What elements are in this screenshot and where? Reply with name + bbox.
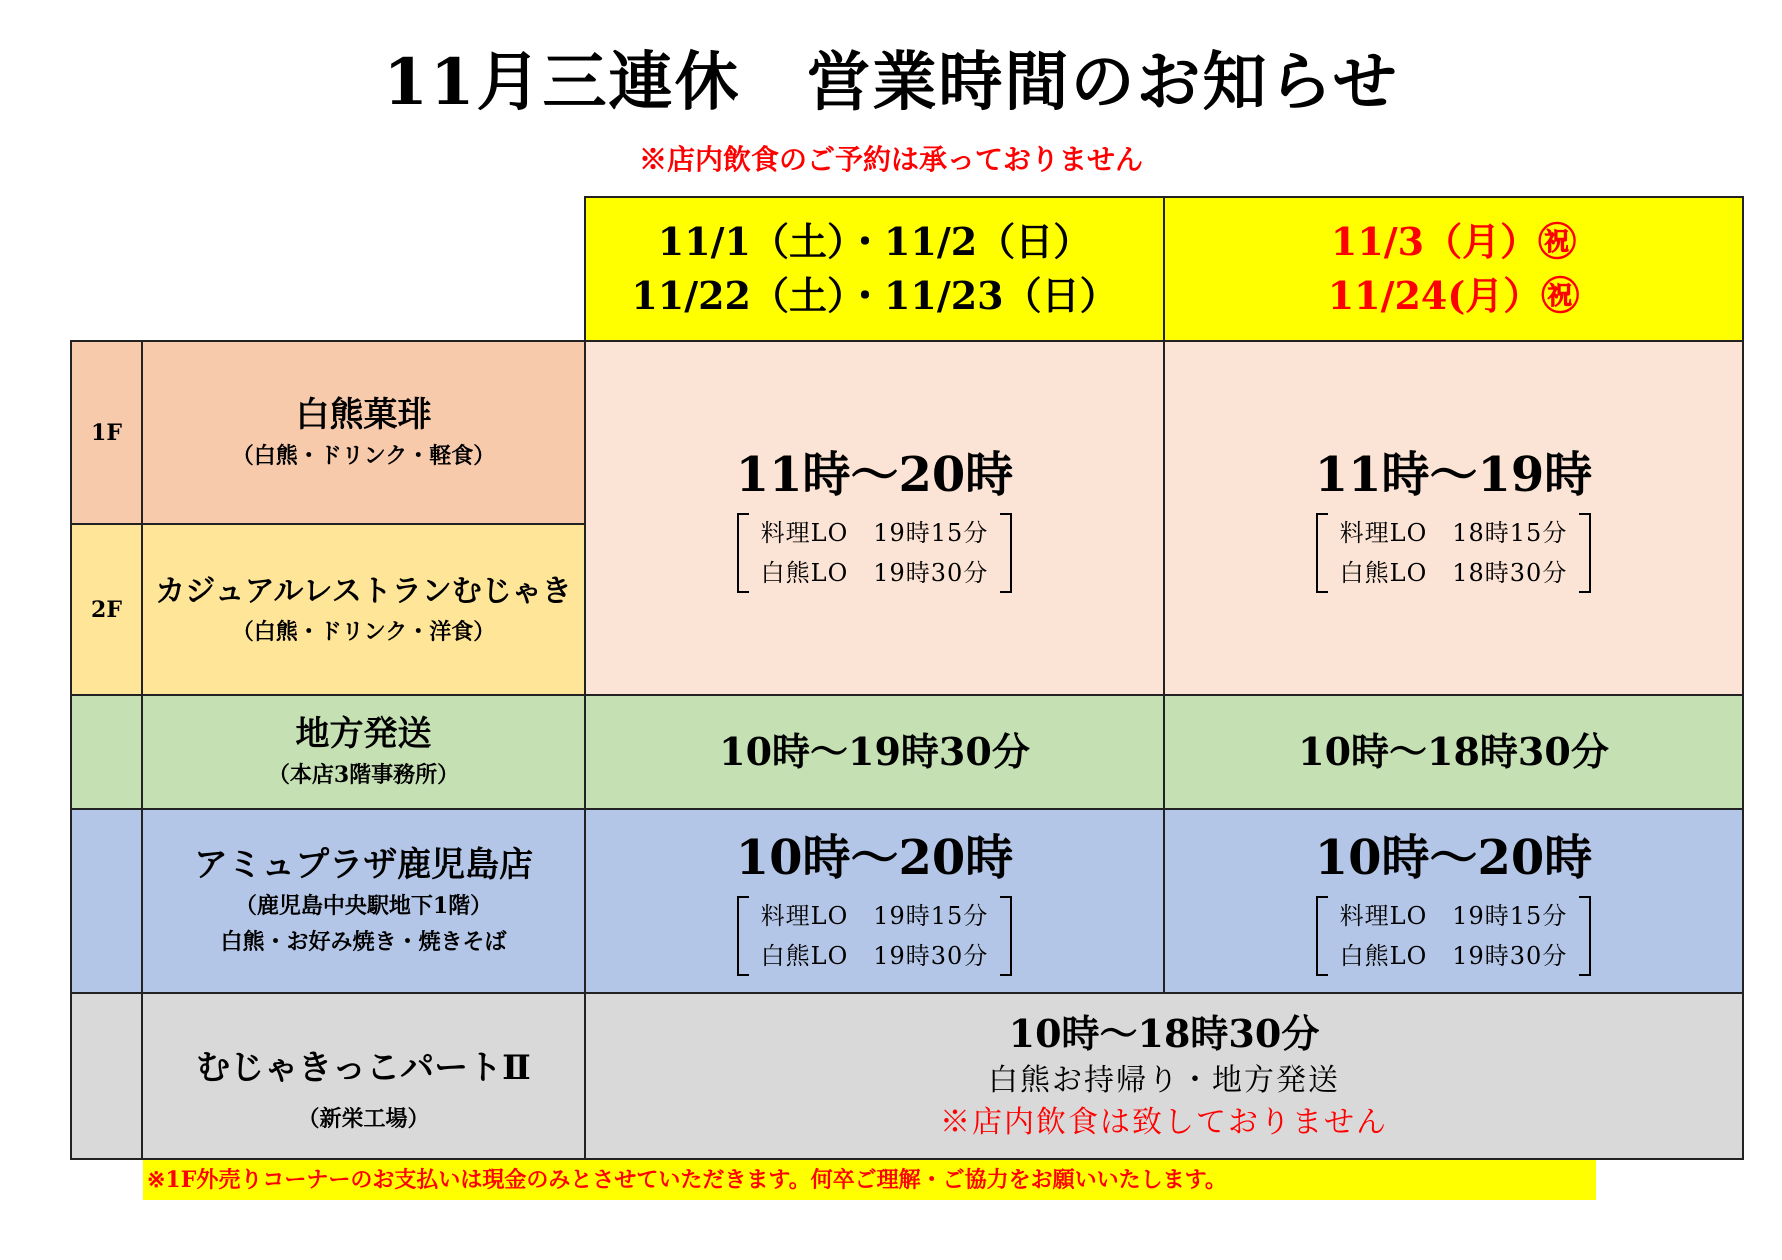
shipping-hours-holiday: 10時～18時30分 [1163, 694, 1744, 810]
shipping-hours-weekend: 10時～19時30分 [584, 694, 1165, 810]
lo-food: 料理LO 19時15分 [760, 902, 989, 930]
store-2f-restaurant [141, 523, 586, 696]
main-hours-weekend-lo [737, 513, 1013, 593]
bracket-right [1579, 513, 1591, 593]
bracket-right [1579, 896, 1591, 976]
main-hours-holiday [1163, 340, 1744, 696]
bracket-right [1000, 896, 1012, 976]
store-2f-name: カジュアルレストランむじゃき [155, 573, 572, 609]
amu-hours-weekend-time: 10時～20時 [735, 830, 1014, 886]
header-weekend-line2: 11/22（土）・11/23（日） [631, 273, 1118, 318]
lo-shirokuma: 白熊LO 19時30分 [1339, 942, 1568, 970]
store-shipping-name: 地方発送 [295, 714, 432, 754]
floor-label-empty [70, 808, 143, 994]
part2-hours-time: 10時～18時30分 [1008, 1011, 1320, 1056]
store-amu-menu: 白熊・お好み焼き・焼きそば [220, 929, 507, 955]
store-1f-sub: （白熊・ドリンク・軽食） [231, 442, 496, 469]
store-part2-name: むじゃきっこパートⅡ [196, 1048, 531, 1088]
store-part2 [141, 992, 586, 1160]
header-holiday-line2: 11/24(月）㊗ [1327, 273, 1580, 318]
store-1f-name: 白熊菓琲 [295, 394, 432, 435]
lo-shirokuma: 白熊LO 18時30分 [1339, 559, 1568, 587]
store-1f-cafe [141, 340, 586, 525]
bracket-left [737, 896, 749, 976]
lo-food: 料理LO 19時15分 [760, 519, 989, 547]
part2-hours [584, 992, 1744, 1160]
floor-label-2f: 2F [70, 523, 143, 696]
floor-label-empty [70, 694, 143, 810]
bracket-right [1000, 513, 1012, 593]
main-hours-weekend [584, 340, 1165, 696]
amu-hours-holiday-lo [1316, 896, 1592, 976]
page-title: 11月三連休 営業時間のお知らせ [383, 45, 1399, 120]
main-hours-holiday-lo [1316, 513, 1592, 593]
store-amu-plaza [141, 808, 586, 994]
store-shipping [141, 694, 586, 810]
header-holiday-dates [1163, 196, 1744, 342]
amu-hours-weekend [584, 808, 1165, 994]
store-amu-sub: （鹿児島中央駅地下1階） [234, 893, 493, 919]
part2-services: 白熊お持帰り・地方発送 [988, 1063, 1340, 1098]
amu-hours-weekend-lo [737, 896, 1013, 976]
part2-no-dine-in: ※店内飲食は致しておりません [940, 1105, 1388, 1140]
store-part2-sub: （新栄工場） [297, 1106, 430, 1132]
main-hours-weekend-time: 11時～20時 [735, 447, 1014, 503]
store-2f-sub: （白熊・ドリンク・洋食） [231, 618, 496, 645]
header-weekend-dates [584, 196, 1165, 342]
main-hours-holiday-time: 11時～19時 [1314, 447, 1593, 503]
bracket-left [1316, 513, 1328, 593]
bracket-left [1316, 896, 1328, 976]
lo-food: 料理LO 19時15分 [1339, 902, 1568, 930]
payment-notice: ※1F外売りコーナーのお支払いは現金のみとさせていただきます。何卒ご理解・ご協力をお願いいたします。 [143, 1160, 1596, 1200]
floor-label-1f: 1F [70, 340, 143, 525]
amu-hours-holiday-time: 10時～20時 [1314, 830, 1593, 886]
store-amu-name: アミュプラザ鹿児島店 [193, 845, 534, 885]
header-weekend-line1: 11/1（土）・11/2（日） [657, 219, 1092, 264]
store-shipping-sub: （本店3階事務所） [267, 762, 460, 788]
bracket-left [737, 513, 749, 593]
amu-hours-holiday [1163, 808, 1744, 994]
lo-shirokuma: 白熊LO 19時30分 [760, 942, 989, 970]
reservation-notice: ※店内飲食のご予約は承っておりません [638, 143, 1143, 176]
lo-food: 料理LO 18時15分 [1339, 519, 1568, 547]
floor-label-empty [70, 992, 143, 1160]
header-holiday-line1: 11/3（月）㊗ [1330, 219, 1577, 264]
lo-shirokuma: 白熊LO 19時30分 [760, 559, 989, 587]
